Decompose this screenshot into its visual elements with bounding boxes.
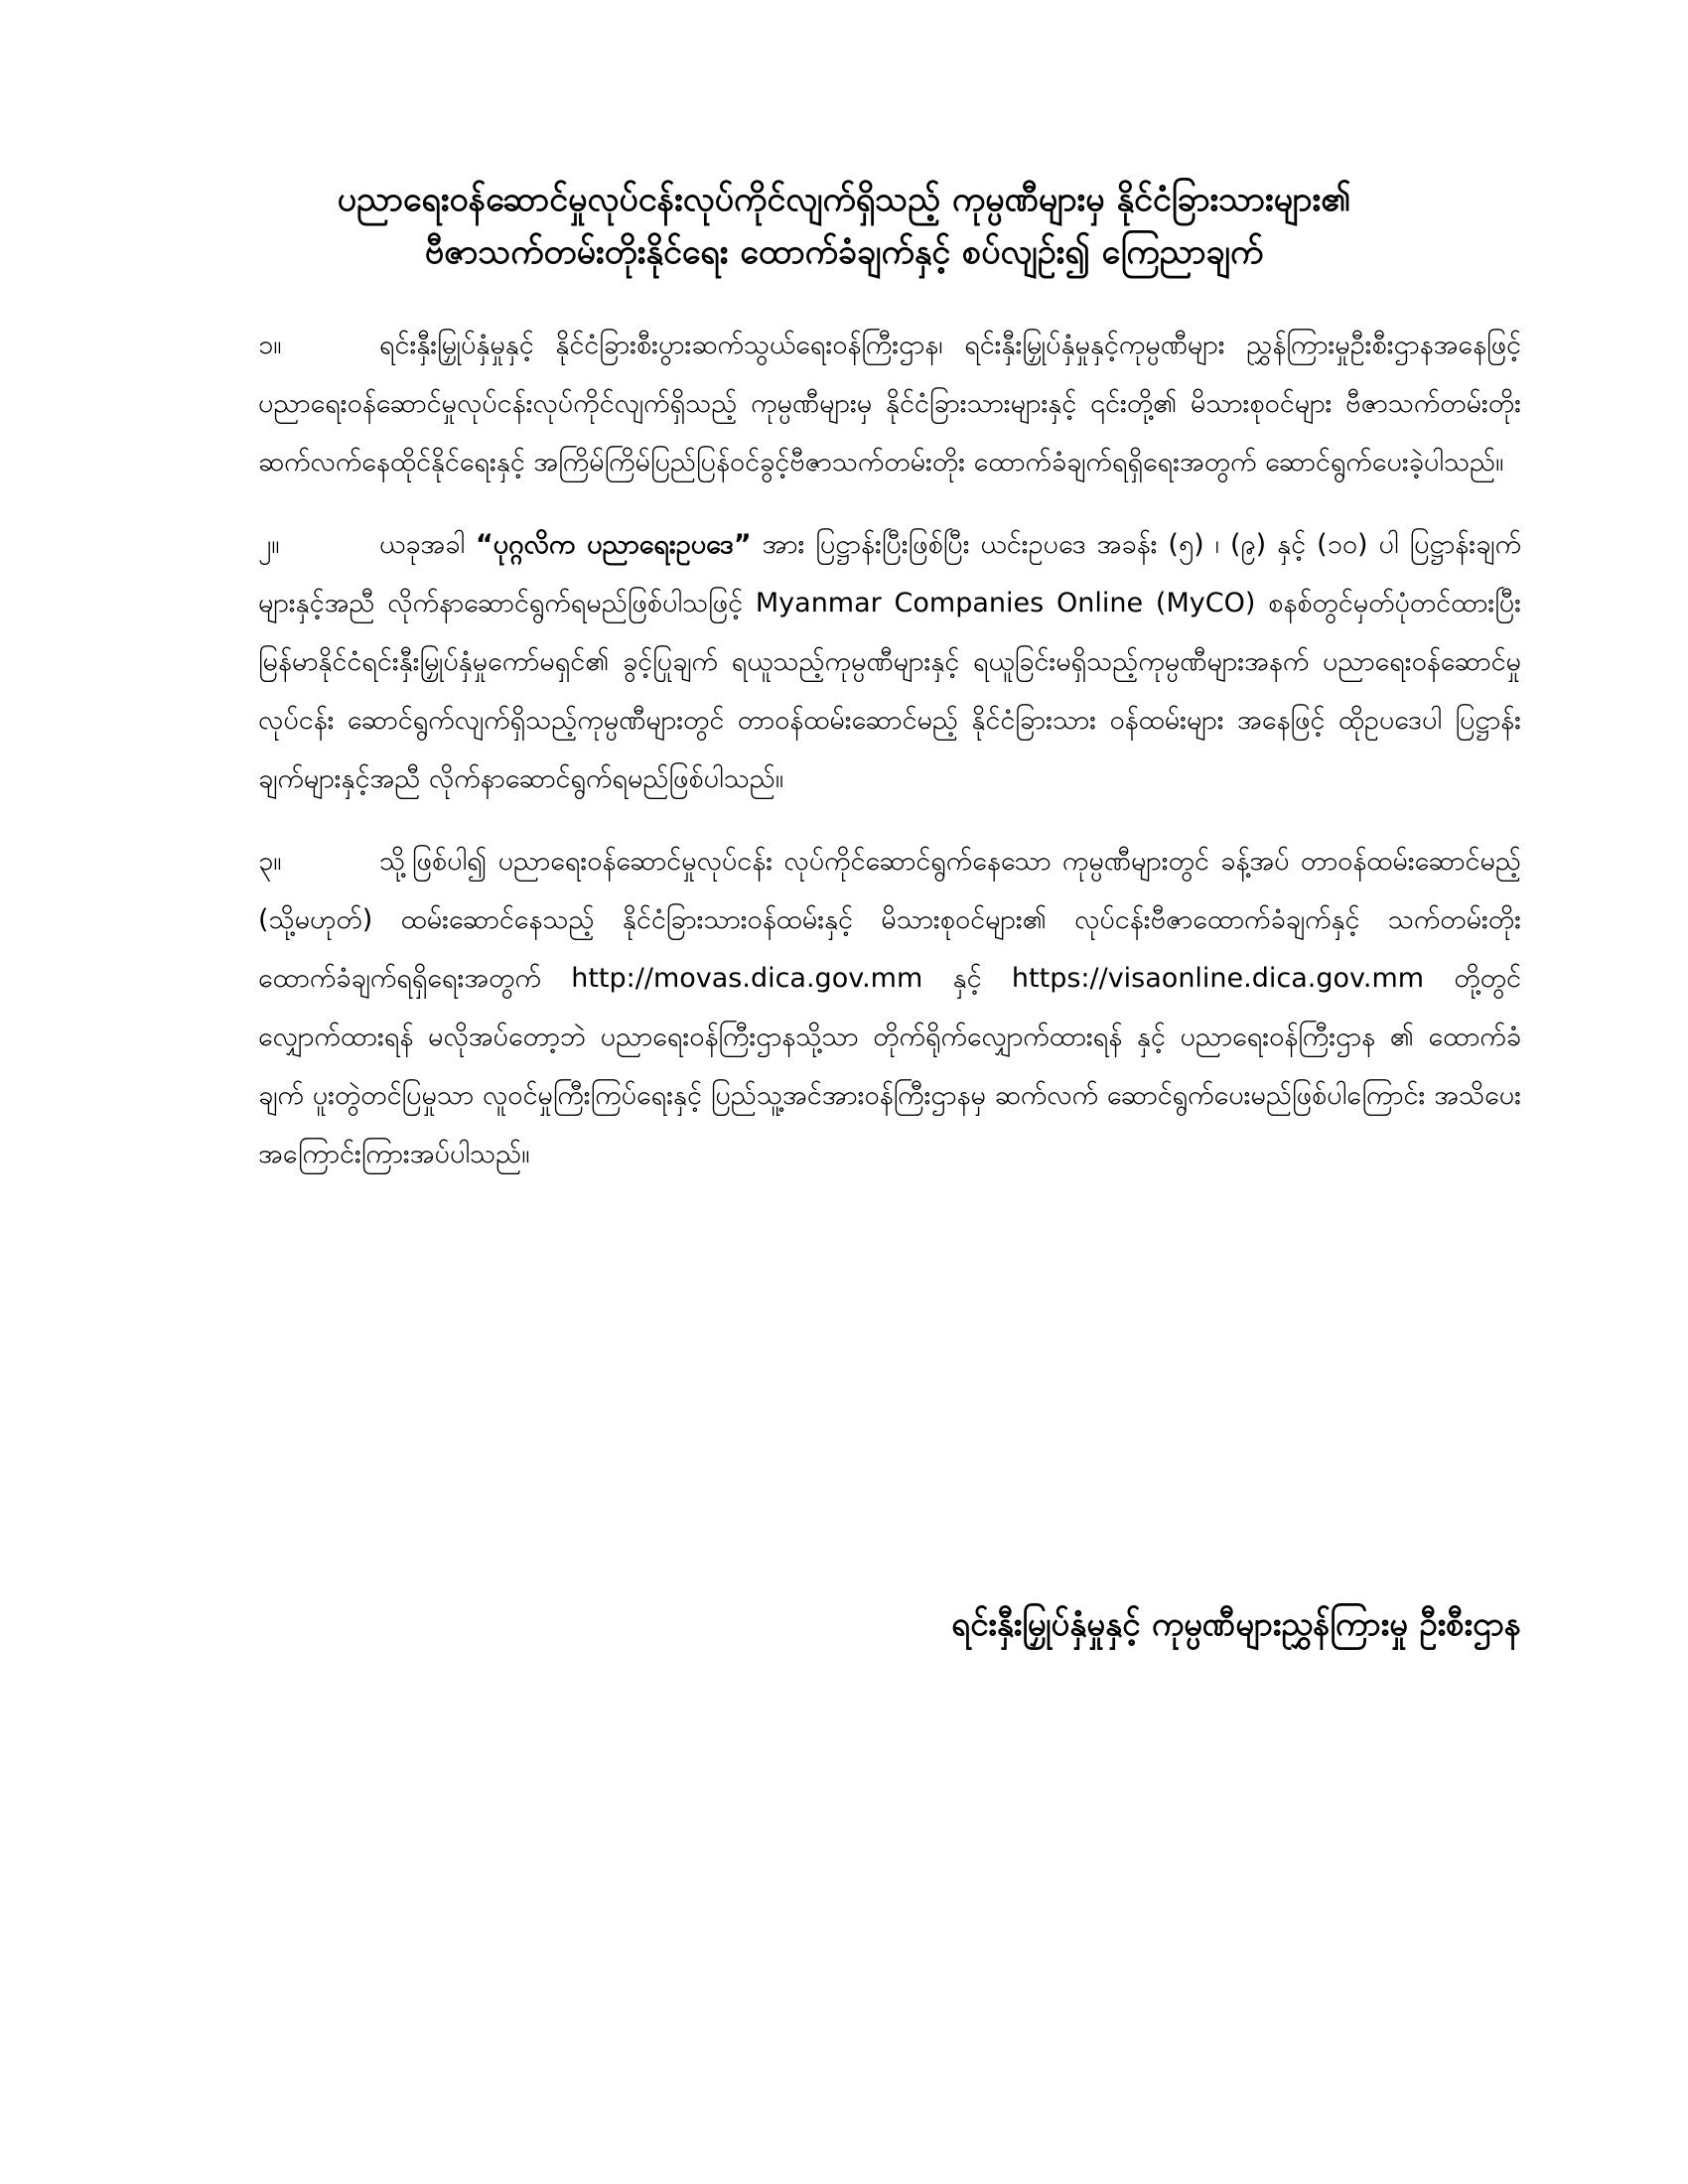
paragraph-text-lead: ယခုအခါ — [379, 529, 477, 560]
paragraph-2 — [258, 515, 1521, 808]
law-name-emphasis: “ပုဂ္ဂလိက ပညာရေးဥပဒေ” — [476, 529, 752, 560]
paragraph-1 — [258, 316, 1521, 491]
document-body — [258, 316, 1521, 1207]
paragraph-number: ၃။ — [258, 846, 282, 877]
title-line-1: ပညာရေးဝန်ဆောင်မှုလုပ်ငန်းလုပ်ကိုင်လျက်ရှိသည့် ကုမ္ပဏီများမှ နိုင်ငံခြားသားများ၏ — [337, 180, 1351, 219]
document-title — [179, 174, 1509, 278]
paragraph-text: အား ပြဋ္ဌာန်းပြီးဖြစ်ပြီး ယင်းဥပဒေ အခန်း (၅) ၊ (၉) နှင့် (၁၀) ပါ ပြဋ္ဌာန်းချက်များနှင့်အညီ လိုက်နာဆောင်ရွက်ရမည်ဖြစ်ပါသဖြင့် Myanmar Companies Online (MyCO) စနစ်တွင်မှတ်ပုံတင်ထားပြီး မြန်မာနိုင်ငံရင်းနှီးမြှုပ်နှံမှုကော်မရှင်၏ ခွင့်ပြုချက် ရယူသည့်ကုမ္ပဏီများနှင့် ရယူခြင်းမရှိသည့်ကုမ္ပဏီများအနက် ပညာရေးဝန်ဆောင်မှုလုပ်ငန်း ဆောင်ရွက်လျက်ရှိသည့်ကုမ္ပဏီများတွင် တာဝန်ထမ်းဆောင်မည့် နိုင်ငံခြားသား ဝန်ထမ်းများ အနေဖြင့် ထိုဥပဒေပါ ပြဋ္ဌာန်းချက်များနှင့်အညီ လိုက်နာဆောင်ရွက်ရမည်ဖြစ်ပါသည်။ — [258, 529, 1521, 794]
paragraph-text: ရင်းနှီးမြှုပ်နှံမှုနှင့် နိုင်ငံခြားစီးပွားဆက်သွယ်ရေးဝန်ကြီးဌာန၊ ရင်းနှီးမြှုပ်နှံမှုနှင့်ကုမ္ပဏီများ ညွှန်ကြားမှုဦးစီးဌာနအနေဖြင့် ပညာရေးဝန်ဆောင်မှုလုပ်ငန်းလုပ်ကိုင်လျက်ရှိသည့် ကုမ္ပဏီများမှ နိုင်ငံခြားသားများနှင့် ၎င်းတို့၏ မိသားစုဝင်များ ဗီဇာသက်တမ်းတိုး ဆက်လက်နေထိုင်နိုင်ရေးနှင့် အကြိမ်ကြိမ်ပြည်ပြန်ဝင်ခွင့်ဗီဇာသက်တမ်းတိုး ထောက်ခံချက်ရရှိရေးအတွက် ဆောင်ရွက်ပေးခဲ့ပါသည်။ — [258, 330, 1521, 478]
paragraph-number: ၁။ — [258, 330, 282, 360]
title-line-2: ဗီဇာသက်တမ်းတိုးနိုင်ရေး ထောက်ခံချက်နှင့် စပ်လျဉ်း၍ ကြေညာချက် — [424, 231, 1264, 272]
paragraph-number: ၂။ — [258, 529, 280, 560]
issuing-department-signature: ရင်းနှီးမြှုပ်နှံမှုနှင့် ကုမ္ပဏီများညွှန်ကြားမှု ဦးစီးဌာန — [951, 1604, 1521, 1643]
paragraph-3 — [258, 832, 1521, 1183]
paragraph-text: သို့ဖြစ်ပါ၍ ပညာရေးဝန်ဆောင်မှုလုပ်ငန်း လုပ်ကိုင်ဆောင်ရွက်နေသော ကုမ္ပဏီများတွင် ခန့်အပ် တာဝန်ထမ်းဆောင်မည့် (သို့မဟုတ်) ထမ်းဆောင်နေသည့် နိုင်ငံခြားသားဝန်ထမ်းနှင့် မိသားစုဝင်များ၏ လုပ်ငန်းဗီဇာထောက်ခံချက်နှင့် သက်တမ်းတိုး ထောက်ခံချက်ရရှိရေးအတွက် http://movas.dica.gov.mm နှင့် https://visaonline.dica.gov.mm တို့တွင် လျှောက်ထားရန် မလိုအပ်တော့ဘဲ ပညာရေးဝန်ကြီးဌာနသို့သာ တိုက်ရိုက်လျှောက်ထားရန် နှင့် ပညာရေးဝန်ကြီးဌာန ၏ ထောက်ခံချက် ပူးတွဲတင်ပြမှုသာ လူဝင်မှုကြီးကြပ်ရေးနှင့် ပြည်သူ့အင်အားဝန်ကြီးဌာနမှ ဆက်လက် ဆောင်ရွက်ပေးမည်ဖြစ်ပါကြောင်း အသိပေးအကြောင်းကြားအပ်ပါသည်။ — [258, 846, 1521, 1169]
